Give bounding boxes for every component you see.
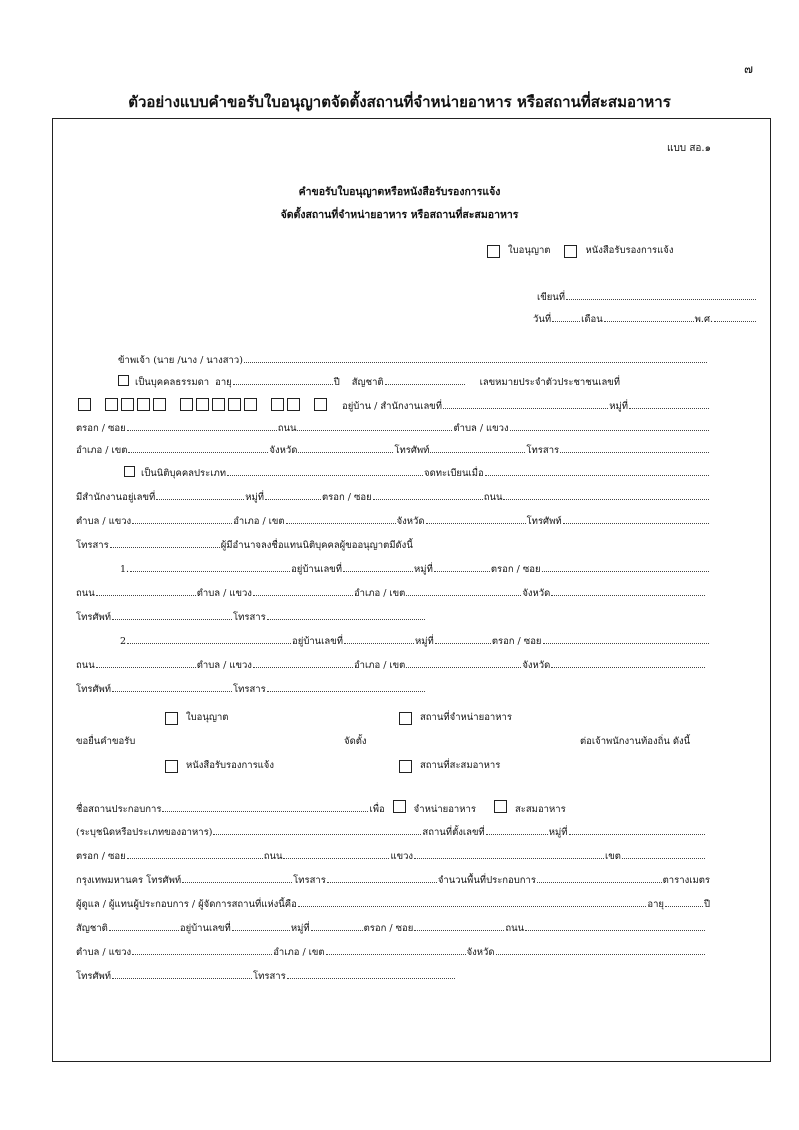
office-province-field[interactable]	[426, 512, 526, 524]
id-digit-box[interactable]	[180, 398, 193, 411]
fax-label: โทรสาร	[253, 971, 286, 982]
subdistrict-label: ตำบล / แขวง	[76, 516, 132, 527]
house-office-no-label: อยู่บ้าน / สำนักงานเลขที่	[342, 401, 443, 412]
moo-label: หมู่ที่	[290, 923, 310, 934]
home-no-label: อยู่บ้านเลขที่	[179, 923, 231, 934]
road-label: ถนน	[76, 588, 95, 599]
phone-label: โทรศัพท์	[76, 684, 112, 695]
person2-line-3	[76, 680, 426, 695]
juristic-type-field[interactable]	[227, 464, 423, 476]
id-digit-box[interactable]	[137, 398, 150, 411]
nationality-field[interactable]	[385, 373, 465, 385]
month-label: เดือน	[581, 314, 603, 325]
manager-line-3	[76, 943, 706, 958]
manager-fax-field[interactable]	[287, 967, 455, 979]
id-digit-box[interactable]	[196, 398, 209, 411]
fax-label: โทรสาร	[233, 612, 266, 623]
person1-name-field[interactable]	[130, 560, 290, 572]
office-district-field[interactable]	[286, 512, 396, 524]
manager-home-no-field[interactable]	[232, 919, 290, 931]
nationality-label: สัญชาติ	[76, 923, 108, 934]
id-digit-box[interactable]	[153, 398, 166, 411]
manager-nationality-field[interactable]	[109, 919, 179, 931]
manager-road-field[interactable]	[525, 919, 705, 931]
juristic-line	[124, 464, 710, 479]
located-no-field[interactable]	[486, 823, 548, 835]
day-field[interactable]	[552, 310, 580, 322]
manager-line-2	[76, 919, 706, 934]
person1-road-field[interactable]	[96, 584, 196, 596]
person2-number: 2	[120, 636, 127, 647]
nationality-label: สัญชาติ	[351, 377, 384, 388]
bangkok-phone-field[interactable]	[182, 871, 292, 883]
alley-label: ตรอก / ซอย	[322, 492, 372, 503]
house-no-field[interactable]	[443, 397, 608, 409]
id-digit-box[interactable]	[314, 398, 327, 411]
manager-subdistrict-field[interactable]	[132, 943, 272, 955]
manager-line	[76, 895, 710, 910]
business-name-field[interactable]	[162, 800, 368, 812]
person2-phone-field[interactable]	[112, 680, 232, 692]
age-label: อายุ	[215, 377, 232, 388]
alley-label: ตรอก / ซอย	[363, 923, 414, 934]
person1-subdistrict-field[interactable]	[253, 584, 353, 596]
id-digit-box[interactable]	[244, 398, 257, 411]
phone-label: โทรศัพท์	[526, 516, 562, 527]
written-at-label: เขียนที่	[537, 292, 566, 303]
natural-person-label: เป็นบุคคลธรรมดา	[135, 377, 210, 388]
natural-person-line	[118, 373, 710, 388]
id-digit-box[interactable]	[121, 398, 134, 411]
road-field[interactable]	[297, 419, 452, 431]
subdistrict-label: ตำบล / แขวง	[453, 423, 509, 434]
province-label: จังหวัด	[466, 947, 495, 958]
phone-label: โทรศัพท์	[76, 971, 112, 982]
request-license-checkbox[interactable]	[165, 712, 178, 725]
id-digit-box[interactable]	[105, 398, 118, 411]
food-type-field[interactable]	[213, 823, 421, 835]
manager-label: ผู้ดูแล / ผู้แทนผู้ประกอบการ / ผู้จัดการสถานที่แห่งนี้คือ	[76, 899, 297, 910]
office-line-2	[76, 512, 710, 527]
owner-label: ข้าพเจ้า (นาย /นาง / นางสาว)	[118, 355, 243, 366]
person1-line-2	[76, 584, 706, 599]
fax-label: โทรสาร	[76, 540, 109, 551]
located-no-label: สถานที่ตั้งเลขที่	[422, 827, 485, 838]
person1-number: 1.	[120, 564, 130, 575]
document-title: ตัวอย่างแบบคำขอรับใบอนุญาตจัดตั้งสถานที่จำหน่ายอาหาร หรือสถานที่สะสมอาหาร	[128, 93, 671, 111]
moo-label: หมู่ที่	[414, 564, 433, 575]
road-label: ถนน	[76, 660, 95, 671]
office-phone-field[interactable]	[563, 512, 709, 524]
located-khet-field[interactable]	[622, 847, 705, 859]
type-options	[487, 243, 673, 258]
manager-age-field[interactable]	[665, 895, 703, 907]
request-license-option	[165, 710, 228, 725]
manager-province-field[interactable]	[496, 943, 705, 955]
business-name-label: ชื่อสถานประกอบการ	[76, 804, 162, 815]
road-label: ถนน	[263, 851, 283, 862]
office-no-field[interactable]	[156, 488, 244, 500]
age-field[interactable]	[233, 373, 333, 385]
fax-label: โทรสาร	[526, 445, 560, 456]
request-notification-option	[165, 758, 274, 773]
road-label: ถนน	[277, 423, 297, 434]
form-heading-line1: คำขอรับใบอนุญาตหรือหนังสือรับรองการแจ้ง	[298, 186, 501, 198]
subdistrict-field[interactable]	[510, 419, 709, 431]
area-field[interactable]	[537, 871, 662, 883]
located-moo-field[interactable]	[569, 823, 706, 835]
located-khwaeng-field[interactable]	[414, 847, 604, 859]
id-number-label: เลขหมายประจำตัวประชาชนเลขที่	[479, 377, 621, 388]
house-no-line	[342, 397, 710, 412]
person2-subdistrict-field[interactable]	[253, 656, 353, 668]
subdistrict-label: ตำบล / แขวง	[196, 588, 252, 599]
bangkok-fax-field[interactable]	[327, 871, 437, 883]
person2-name-field[interactable]	[127, 632, 291, 644]
located-road-field[interactable]	[283, 847, 389, 859]
person1-province-field[interactable]	[551, 584, 705, 596]
subdistrict-label: ตำบล / แขวง	[76, 947, 132, 958]
located-line-2	[76, 847, 706, 862]
fax-field[interactable]	[560, 441, 709, 453]
id-digit-box[interactable]	[78, 398, 91, 411]
manager-line-4	[76, 967, 456, 982]
province-field[interactable]	[298, 441, 393, 453]
office-moo-field[interactable]	[265, 488, 321, 500]
address-line-2	[76, 441, 710, 456]
person2-alley-field[interactable]	[543, 632, 709, 644]
moo-label: หมู่ที่	[609, 401, 628, 412]
office-fax-line	[76, 536, 496, 551]
registered-date-field[interactable]	[485, 464, 709, 476]
food-type-label: (ระบุชนิดหรือประเภทของอาหาร)	[76, 827, 213, 838]
phone-label: โทรศัพท์	[76, 612, 112, 623]
district-label: อำเภอ / เขต	[76, 445, 128, 456]
person2-moo-field[interactable]	[435, 632, 491, 644]
id-digit-box[interactable]	[228, 398, 241, 411]
alley-label: ตรอก / ซอย	[491, 636, 542, 647]
office-line	[76, 488, 710, 503]
person1-moo-field[interactable]	[434, 560, 490, 572]
place-sale-label: สถานที่จำหน่ายอาหาร	[420, 712, 512, 723]
years-label: ปี	[703, 899, 710, 910]
road-label: ถนน	[505, 923, 525, 934]
phone-field[interactable]	[430, 441, 525, 453]
bangkok-phone-label: กรุงเทพมหานคร โทรศัพท์	[76, 875, 182, 886]
year-field[interactable]	[714, 310, 756, 322]
natural-person-checkbox[interactable]	[118, 375, 129, 386]
khwaeng-label: แขวง	[390, 851, 414, 862]
area-label: จำนวนพื้นที่ประกอบการ	[437, 875, 536, 886]
manager-moo-field[interactable]	[311, 919, 363, 931]
registered-label: จดทะเบียนเมื่อ	[424, 468, 484, 479]
bangkok-line	[76, 871, 710, 886]
form-code: แบบ สอ.๑	[667, 143, 711, 154]
date-line	[533, 310, 757, 325]
district-label: อำเภอ / เขต	[273, 947, 325, 958]
person1-phone-field[interactable]	[112, 608, 232, 620]
moo-label: หมู่ที่	[245, 492, 265, 503]
id-digit-box[interactable]	[212, 398, 225, 411]
id-digit-box[interactable]	[271, 398, 284, 411]
years-label: ปี	[333, 377, 340, 388]
office-road-field[interactable]	[503, 488, 709, 500]
person2-road-field[interactable]	[96, 656, 196, 668]
address-line-1	[76, 419, 710, 434]
person1-home-no-field[interactable]	[343, 560, 413, 572]
place-storage-option	[399, 758, 500, 773]
age-label: อายุ	[647, 899, 664, 910]
person1-alley-field[interactable]	[542, 560, 709, 572]
manager-alley-field[interactable]	[414, 919, 504, 931]
purpose-storage-label: สะสมอาหาร	[514, 804, 566, 815]
place-storage-checkbox[interactable]	[399, 760, 412, 773]
district-label: อำเภอ / เขต	[233, 516, 285, 527]
id-boxes	[78, 397, 335, 410]
notification-option-label: หนังสือรับรองการแจ้ง	[585, 245, 674, 256]
sqm-label: ตารางเมตร	[662, 875, 710, 886]
home-no-label: อยู่บ้านเลขที่	[292, 636, 344, 647]
manager-name-field[interactable]	[298, 895, 647, 907]
purpose-storage-checkbox[interactable]	[494, 800, 507, 813]
moo-label: หมู่ที่	[548, 827, 568, 838]
fax-label: โทรสาร	[233, 684, 266, 695]
request-notification-label: หนังสือรับรองการแจ้ง	[186, 760, 274, 771]
purpose-sale-checkbox[interactable]	[393, 800, 406, 813]
district-label: อำเภอ / เขต	[353, 588, 406, 599]
year-label: พ.ศ.	[694, 314, 713, 325]
person2-home-no-field[interactable]	[344, 632, 414, 644]
to-officer-label: ต่อเจ้าพนักงานท้องถิ่น ดังนี้	[580, 736, 691, 747]
person2-district-field[interactable]	[406, 656, 521, 668]
road-label: ถนน	[483, 492, 503, 503]
phone-label: โทรศัพท์	[394, 445, 430, 456]
person1-line	[120, 560, 710, 575]
person2-province-field[interactable]	[551, 656, 705, 668]
request-prefix: ขอยื่นคำขอรับ	[76, 736, 136, 747]
moo-field[interactable]	[629, 397, 709, 409]
place-storage-label: สถานที่สะสมอาหาร	[420, 760, 501, 771]
person2-line-2	[76, 656, 706, 671]
home-no-label: อยู่บ้านเลขที่	[291, 564, 343, 575]
alley-field[interactable]	[127, 419, 277, 431]
located-alley-field[interactable]	[127, 847, 263, 859]
manager-district-field[interactable]	[326, 943, 466, 955]
subdistrict-label: ตำบล / แขวง	[196, 660, 252, 671]
license-checkbox[interactable]	[487, 245, 500, 258]
purpose-sale-label: จำหน่ายอาหาร	[413, 804, 476, 815]
form-heading-line2: จัดตั้งสถานที่จำหน่ายอาหาร หรือสถานที่สะสมอาหาร	[280, 209, 519, 221]
juristic-checkbox[interactable]	[124, 466, 135, 477]
month-field[interactable]	[604, 310, 694, 322]
authorized-persons-label: ผู้มีอำนาจลงชื่อแทนนิติบุคคลผู้ขออนุญาตมีดังนี้	[220, 540, 413, 551]
alley-label: ตรอก / ซอย	[490, 564, 541, 575]
place-sale-option	[399, 710, 512, 725]
owner-name-field[interactable]	[244, 351, 707, 363]
juristic-label: เป็นนิติบุคคลประเภท	[141, 468, 227, 479]
request-license-label: ใบอนุญาต	[186, 712, 229, 723]
office-subdistrict-field[interactable]	[132, 512, 232, 524]
id-digit-box[interactable]	[287, 398, 300, 411]
establish-label: จัดตั้ง	[344, 736, 367, 747]
district-field[interactable]	[128, 441, 268, 453]
owner-line	[118, 351, 708, 366]
district-label: อำเภอ / เขต	[353, 660, 406, 671]
person2-fax-field[interactable]	[267, 680, 425, 692]
province-label: จังหวัด	[396, 516, 425, 527]
written-at-line	[537, 288, 757, 303]
business-line	[76, 799, 636, 814]
person1-fax-field[interactable]	[267, 608, 425, 620]
fax-label: โทรสาร	[293, 875, 326, 886]
province-label: จังหวัด	[522, 588, 551, 599]
manager-phone-field[interactable]	[112, 967, 252, 979]
office-fax-field[interactable]	[110, 536, 220, 548]
place-sale-checkbox[interactable]	[399, 712, 412, 725]
office-alley-field[interactable]	[373, 488, 483, 500]
province-label: จังหวัด	[522, 660, 551, 671]
person1-district-field[interactable]	[406, 584, 521, 596]
day-label: วันที่	[533, 314, 552, 325]
person1-line-3	[76, 608, 426, 623]
province-label: จังหวัด	[269, 445, 298, 456]
khet-label: เขต	[605, 851, 621, 862]
office-at-label: มีสำนักงานอยู่เลขที่	[76, 492, 156, 503]
alley-label: ตรอก / ซอย	[76, 423, 126, 434]
alley-label: ตรอก / ซอย	[76, 851, 126, 862]
page-number: ๗	[744, 62, 754, 76]
request-notification-checkbox[interactable]	[165, 760, 178, 773]
notification-checkbox[interactable]	[564, 245, 577, 258]
person2-line	[120, 632, 710, 647]
for-purpose-label: เพื่อ	[369, 804, 385, 815]
license-option-label: ใบอนุญาต	[508, 245, 551, 256]
moo-label: หมู่ที่	[415, 636, 434, 647]
written-at-field[interactable]	[566, 288, 756, 300]
food-type-line	[76, 823, 706, 838]
